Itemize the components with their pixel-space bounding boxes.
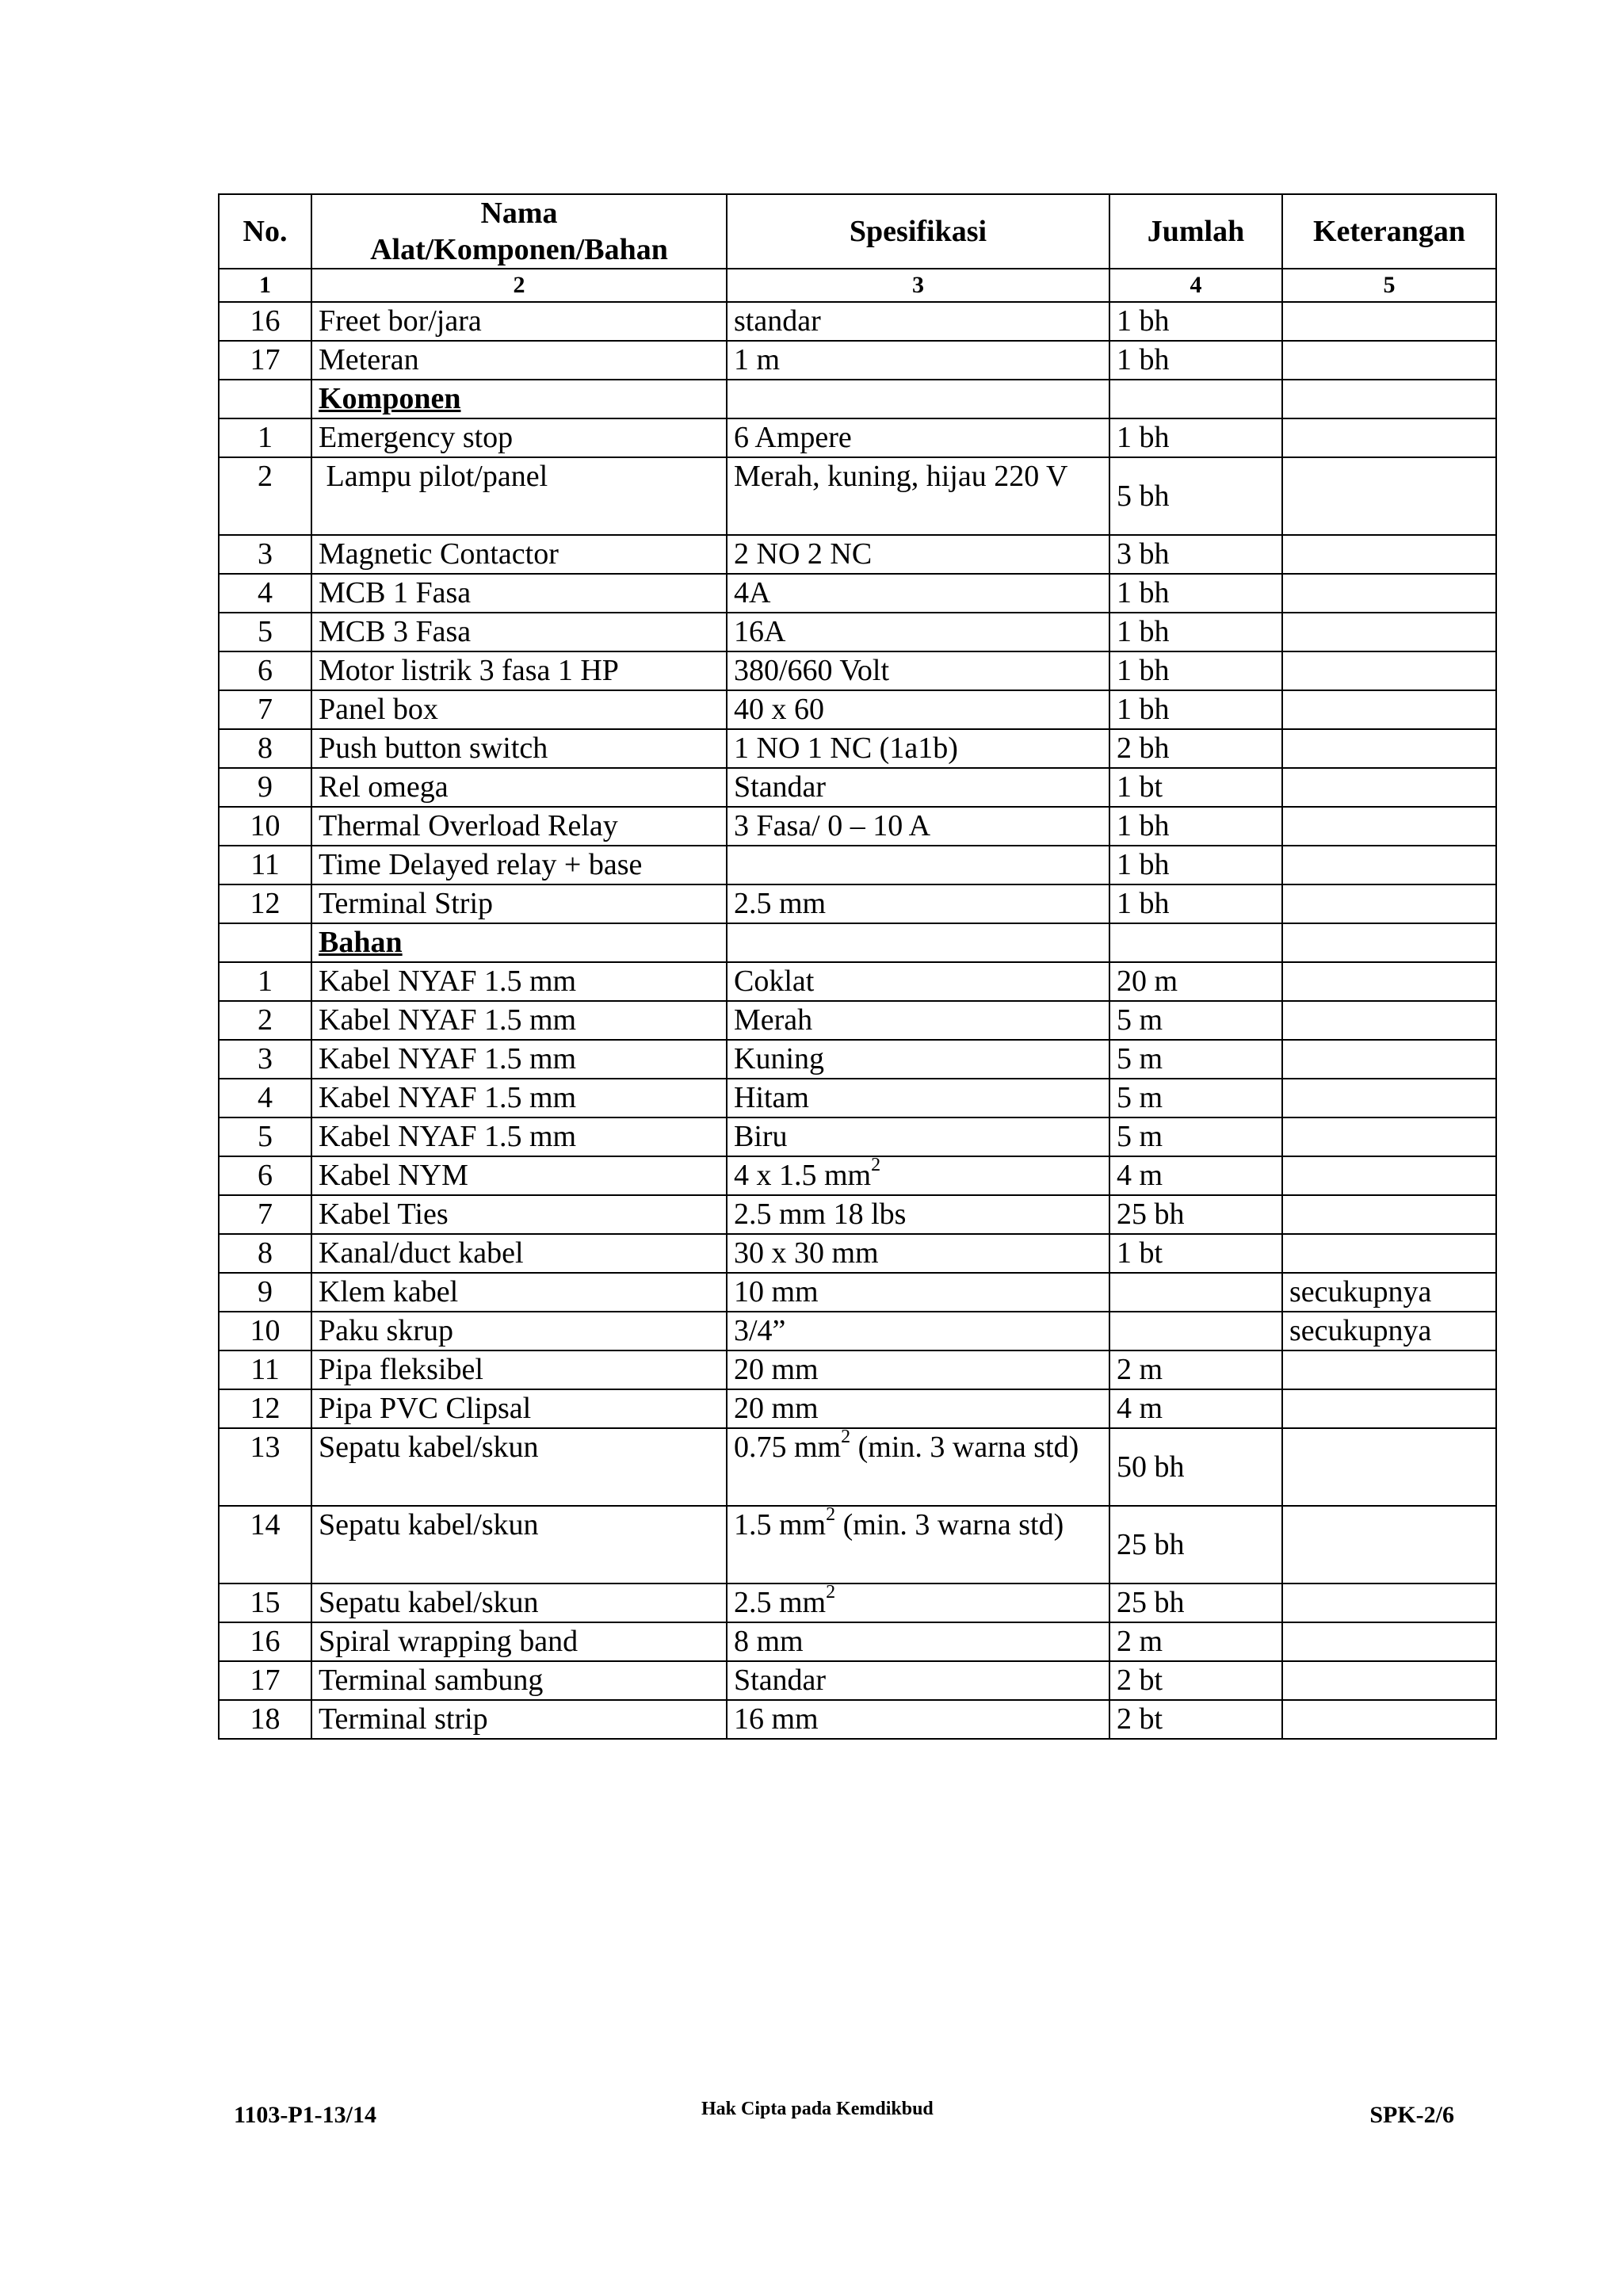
specification bbox=[727, 1661, 1109, 1700]
remarks bbox=[1282, 1661, 1496, 1700]
remarks bbox=[1282, 1350, 1496, 1389]
item-name: Freet bor/jara bbox=[311, 302, 727, 341]
specification-text: standar bbox=[734, 304, 821, 338]
specification bbox=[727, 962, 1109, 1001]
row-number: 8 bbox=[219, 1234, 311, 1273]
specification bbox=[727, 1117, 1109, 1156]
section-row bbox=[219, 380, 1496, 418]
item-name: Thermal Overload Relay bbox=[311, 807, 727, 846]
table-row bbox=[219, 1312, 1496, 1350]
item-name: MCB 3 Fasa bbox=[311, 613, 727, 651]
specification-text: 3/4” bbox=[734, 1314, 786, 1347]
table-row bbox=[219, 1389, 1496, 1428]
empty-cell bbox=[1282, 923, 1496, 962]
specification bbox=[727, 1389, 1109, 1428]
column-number: 2 bbox=[311, 269, 727, 302]
item-name: Sepatu kabel/skun bbox=[311, 1506, 727, 1584]
section-row bbox=[219, 923, 1496, 962]
row-number: 18 bbox=[219, 1700, 311, 1739]
table-row bbox=[219, 1428, 1496, 1506]
remarks bbox=[1282, 1584, 1496, 1622]
header-nama bbox=[311, 194, 727, 269]
table-row bbox=[219, 1273, 1496, 1312]
specification-note: (min. 3 warna std) bbox=[835, 1508, 1064, 1541]
row-number: 17 bbox=[219, 1661, 311, 1700]
row-number: 1 bbox=[219, 962, 311, 1001]
specification-text: Standar bbox=[734, 770, 827, 804]
specification-text: 6 Ampere bbox=[734, 421, 852, 454]
specification-text: 40 x 60 bbox=[734, 693, 824, 726]
specification bbox=[727, 1506, 1109, 1584]
document-code: 1103-P1-13/14 bbox=[234, 2102, 376, 2128]
quantity: 1 bh bbox=[1109, 302, 1282, 341]
specification bbox=[727, 651, 1109, 690]
quantity: 5 bh bbox=[1109, 457, 1282, 535]
remarks: secukupnya bbox=[1282, 1273, 1496, 1312]
quantity: 2 bt bbox=[1109, 1700, 1282, 1739]
table-row bbox=[219, 1234, 1496, 1273]
specification bbox=[727, 1584, 1109, 1622]
specification bbox=[727, 1700, 1109, 1739]
row-number: 15 bbox=[219, 1584, 311, 1622]
page-footer bbox=[234, 2099, 1454, 2138]
remarks bbox=[1282, 1001, 1496, 1040]
column-number: 3 bbox=[727, 269, 1109, 302]
copyright-notice: Hak Cipta pada Kemdikbud bbox=[701, 2099, 934, 2119]
empty-cell bbox=[219, 380, 311, 418]
specification-text: 16A bbox=[734, 615, 786, 648]
specification bbox=[727, 1001, 1109, 1040]
quantity bbox=[1109, 1312, 1282, 1350]
row-number: 8 bbox=[219, 729, 311, 768]
specification-text: Hitam bbox=[734, 1081, 809, 1114]
row-number: 10 bbox=[219, 1312, 311, 1350]
row-number: 12 bbox=[219, 1389, 311, 1428]
remarks bbox=[1282, 768, 1496, 807]
item-name: Klem kabel bbox=[311, 1273, 727, 1312]
specification bbox=[727, 768, 1109, 807]
row-number: 2 bbox=[219, 457, 311, 535]
remarks: secukupnya bbox=[1282, 1312, 1496, 1350]
remarks bbox=[1282, 1156, 1496, 1195]
specification-text: 3 Fasa/ 0 – 10 A bbox=[734, 809, 931, 842]
row-number: 10 bbox=[219, 807, 311, 846]
remarks bbox=[1282, 1700, 1496, 1739]
quantity: 25 bh bbox=[1109, 1506, 1282, 1584]
specification-text: 8 mm bbox=[734, 1625, 804, 1658]
remarks bbox=[1282, 418, 1496, 457]
remarks bbox=[1282, 535, 1496, 574]
item-name: Kabel NYM bbox=[311, 1156, 727, 1195]
specification bbox=[727, 302, 1109, 341]
specification-text: 1.5 mm bbox=[734, 1508, 827, 1541]
specification-text: Merah bbox=[734, 1003, 813, 1037]
remarks bbox=[1282, 302, 1496, 341]
empty-cell bbox=[1282, 380, 1496, 418]
unit-exponent: 2 bbox=[841, 1428, 851, 1448]
remarks bbox=[1282, 1195, 1496, 1234]
item-name: Sepatu kabel/skun bbox=[311, 1584, 727, 1622]
section-title-cell bbox=[311, 923, 727, 962]
specification bbox=[727, 884, 1109, 923]
remarks bbox=[1282, 884, 1496, 923]
table-row bbox=[219, 884, 1496, 923]
table-row bbox=[219, 1661, 1496, 1700]
section-title-cell bbox=[311, 380, 727, 418]
unit-exponent: 2 bbox=[826, 1506, 836, 1526]
item-name: Time Delayed relay + base bbox=[311, 846, 727, 884]
table-row bbox=[219, 302, 1496, 341]
row-number: 16 bbox=[219, 1622, 311, 1661]
specification bbox=[727, 1622, 1109, 1661]
remarks bbox=[1282, 1079, 1496, 1117]
quantity: 2 m bbox=[1109, 1350, 1282, 1389]
remarks bbox=[1282, 651, 1496, 690]
specification bbox=[727, 1040, 1109, 1079]
item-name: Terminal sambung bbox=[311, 1661, 727, 1700]
table-row bbox=[219, 535, 1496, 574]
header-nama-line2: Alat/Komponen/Bahan bbox=[370, 233, 668, 266]
table-header-row bbox=[219, 194, 1496, 269]
table-row bbox=[219, 1584, 1496, 1622]
row-number: 7 bbox=[219, 1195, 311, 1234]
row-number: 17 bbox=[219, 341, 311, 380]
remarks bbox=[1282, 457, 1496, 535]
row-number: 11 bbox=[219, 846, 311, 884]
table-row bbox=[219, 1700, 1496, 1739]
quantity: 20 m bbox=[1109, 962, 1282, 1001]
quantity: 25 bh bbox=[1109, 1584, 1282, 1622]
header-spesifikasi: Spesifikasi bbox=[727, 194, 1109, 269]
equipment-table bbox=[218, 193, 1497, 1740]
quantity: 1 bh bbox=[1109, 341, 1282, 380]
specification bbox=[727, 690, 1109, 729]
row-number: 7 bbox=[219, 690, 311, 729]
unit-exponent: 2 bbox=[871, 1156, 881, 1176]
quantity: 1 bh bbox=[1109, 418, 1282, 457]
remarks bbox=[1282, 1389, 1496, 1428]
row-number: 2 bbox=[219, 1001, 311, 1040]
item-name: Kabel Ties bbox=[311, 1195, 727, 1234]
column-number: 5 bbox=[1282, 269, 1496, 302]
row-number: 6 bbox=[219, 651, 311, 690]
remarks bbox=[1282, 690, 1496, 729]
quantity: 25 bh bbox=[1109, 1195, 1282, 1234]
table-row bbox=[219, 1506, 1496, 1584]
item-name: Terminal Strip bbox=[311, 884, 727, 923]
item-name: MCB 1 Fasa bbox=[311, 574, 727, 613]
item-name: Kabel NYAF 1.5 mm bbox=[311, 1079, 727, 1117]
specification-text: 380/660 Volt bbox=[734, 654, 890, 687]
specification bbox=[727, 341, 1109, 380]
item-name: Paku skrup bbox=[311, 1312, 727, 1350]
item-name: Sepatu kabel/skun bbox=[311, 1428, 727, 1506]
item-name: Pipa PVC Clipsal bbox=[311, 1389, 727, 1428]
row-number: 1 bbox=[219, 418, 311, 457]
table-row bbox=[219, 807, 1496, 846]
specification-text: 2 NO 2 NC bbox=[734, 537, 873, 571]
specification bbox=[727, 574, 1109, 613]
remarks bbox=[1282, 962, 1496, 1001]
table-row bbox=[219, 457, 1496, 535]
quantity: 1 bt bbox=[1109, 1234, 1282, 1273]
quantity: 2 bt bbox=[1109, 1661, 1282, 1700]
specification bbox=[727, 1234, 1109, 1273]
table-row bbox=[219, 1195, 1496, 1234]
quantity: 1 bh bbox=[1109, 846, 1282, 884]
remarks bbox=[1282, 1117, 1496, 1156]
table-row bbox=[219, 574, 1496, 613]
table-row bbox=[219, 1079, 1496, 1117]
row-number: 13 bbox=[219, 1428, 311, 1506]
table-row bbox=[219, 768, 1496, 807]
specification bbox=[727, 1312, 1109, 1350]
quantity: 5 m bbox=[1109, 1117, 1282, 1156]
header-jumlah: Jumlah bbox=[1109, 194, 1282, 269]
section-title: Bahan bbox=[319, 926, 403, 959]
quantity: 5 m bbox=[1109, 1079, 1282, 1117]
quantity: 1 bh bbox=[1109, 807, 1282, 846]
item-name: Emergency stop bbox=[311, 418, 727, 457]
row-number: 5 bbox=[219, 1117, 311, 1156]
empty-cell bbox=[727, 923, 1109, 962]
remarks bbox=[1282, 1040, 1496, 1079]
quantity: 4 m bbox=[1109, 1389, 1282, 1428]
specification bbox=[727, 1350, 1109, 1389]
empty-cell bbox=[1109, 923, 1282, 962]
item-name: Kabel NYAF 1.5 mm bbox=[311, 962, 727, 1001]
empty-cell bbox=[1109, 380, 1282, 418]
table-row bbox=[219, 1350, 1496, 1389]
specification-text: Merah, kuning, hijau 220 V bbox=[734, 460, 1068, 493]
remarks bbox=[1282, 1506, 1496, 1584]
specification-text: 10 mm bbox=[734, 1275, 819, 1308]
row-number: 11 bbox=[219, 1350, 311, 1389]
specification-text: 30 x 30 mm bbox=[734, 1236, 879, 1270]
row-number: 4 bbox=[219, 574, 311, 613]
remarks bbox=[1282, 1234, 1496, 1273]
item-name: Push button switch bbox=[311, 729, 727, 768]
table-row bbox=[219, 846, 1496, 884]
remarks bbox=[1282, 341, 1496, 380]
specification-text: Biru bbox=[734, 1120, 788, 1153]
quantity: 2 m bbox=[1109, 1622, 1282, 1661]
remarks bbox=[1282, 729, 1496, 768]
quantity: 1 bh bbox=[1109, 613, 1282, 651]
quantity: 1 bh bbox=[1109, 651, 1282, 690]
remarks bbox=[1282, 574, 1496, 613]
item-name: Kanal/duct kabel bbox=[311, 1234, 727, 1273]
remarks bbox=[1282, 846, 1496, 884]
column-number: 1 bbox=[219, 269, 311, 302]
row-number: 16 bbox=[219, 302, 311, 341]
item-name: Kabel NYAF 1.5 mm bbox=[311, 1001, 727, 1040]
specification-text: Standar bbox=[734, 1664, 827, 1697]
specification-text: Kuning bbox=[734, 1042, 824, 1075]
item-name: Magnetic Contactor bbox=[311, 535, 727, 574]
row-number: 12 bbox=[219, 884, 311, 923]
specification bbox=[727, 1079, 1109, 1117]
column-number-row bbox=[219, 269, 1496, 302]
item-name: Spiral wrapping band bbox=[311, 1622, 727, 1661]
specification bbox=[727, 535, 1109, 574]
table-row bbox=[219, 1001, 1496, 1040]
row-number: 9 bbox=[219, 1273, 311, 1312]
specification-text: 1 NO 1 NC (1a1b) bbox=[734, 732, 958, 765]
quantity: 4 m bbox=[1109, 1156, 1282, 1195]
empty-cell bbox=[727, 380, 1109, 418]
row-number: 6 bbox=[219, 1156, 311, 1195]
header-no: No. bbox=[219, 194, 311, 269]
specification-text: Coklat bbox=[734, 965, 815, 998]
table-row bbox=[219, 962, 1496, 1001]
row-number: 14 bbox=[219, 1506, 311, 1584]
quantity: 5 m bbox=[1109, 1040, 1282, 1079]
table-body bbox=[219, 302, 1496, 1739]
column-number: 4 bbox=[1109, 269, 1282, 302]
row-number: 9 bbox=[219, 768, 311, 807]
table-row bbox=[219, 341, 1496, 380]
specification bbox=[727, 846, 1109, 884]
table-row bbox=[219, 1622, 1496, 1661]
item-name: Panel box bbox=[311, 690, 727, 729]
specification-text: 16 mm bbox=[734, 1702, 819, 1736]
remarks bbox=[1282, 613, 1496, 651]
unit-exponent: 2 bbox=[826, 1584, 836, 1603]
specification bbox=[727, 1156, 1109, 1195]
item-name: Motor listrik 3 fasa 1 HP bbox=[311, 651, 727, 690]
specification-text: 2.5 mm 18 lbs bbox=[734, 1198, 907, 1231]
quantity: 1 bh bbox=[1109, 884, 1282, 923]
specification bbox=[727, 1428, 1109, 1506]
specification-text: 0.75 mm bbox=[734, 1431, 842, 1464]
table-row bbox=[219, 651, 1496, 690]
specification bbox=[727, 613, 1109, 651]
specification bbox=[727, 457, 1109, 535]
item-name: Terminal strip bbox=[311, 1700, 727, 1739]
specification bbox=[727, 1273, 1109, 1312]
item-name: Meteran bbox=[311, 341, 727, 380]
quantity bbox=[1109, 1273, 1282, 1312]
table-row bbox=[219, 729, 1496, 768]
item-name: Kabel NYAF 1.5 mm bbox=[311, 1040, 727, 1079]
remarks bbox=[1282, 807, 1496, 846]
quantity: 1 bt bbox=[1109, 768, 1282, 807]
quantity: 1 bh bbox=[1109, 574, 1282, 613]
header-nama-line1: Nama bbox=[480, 197, 558, 230]
page-number: SPK-2/6 bbox=[1369, 2102, 1454, 2128]
table-row bbox=[219, 418, 1496, 457]
specification bbox=[727, 807, 1109, 846]
quantity: 5 m bbox=[1109, 1001, 1282, 1040]
quantity: 3 bh bbox=[1109, 535, 1282, 574]
specification-text: 20 mm bbox=[734, 1392, 819, 1425]
specification bbox=[727, 1195, 1109, 1234]
item-name: Lampu pilot/panel bbox=[311, 457, 727, 535]
row-number: 3 bbox=[219, 1040, 311, 1079]
specification-text: 2.5 mm bbox=[734, 887, 827, 920]
table-row bbox=[219, 1117, 1496, 1156]
remarks bbox=[1282, 1428, 1496, 1506]
specification-text: 4A bbox=[734, 576, 771, 609]
table-row bbox=[219, 1040, 1496, 1079]
remarks bbox=[1282, 1622, 1496, 1661]
specification-note: (min. 3 warna std) bbox=[850, 1431, 1079, 1464]
specification bbox=[727, 418, 1109, 457]
item-name: Pipa fleksibel bbox=[311, 1350, 727, 1389]
table-row bbox=[219, 1156, 1496, 1195]
specification bbox=[727, 729, 1109, 768]
table-row bbox=[219, 613, 1496, 651]
item-name: Rel omega bbox=[311, 768, 727, 807]
specification-text: 2.5 mm bbox=[734, 1586, 827, 1619]
specification-text: 20 mm bbox=[734, 1353, 819, 1386]
row-number: 5 bbox=[219, 613, 311, 651]
quantity: 2 bh bbox=[1109, 729, 1282, 768]
specification-text: 4 x 1.5 mm bbox=[734, 1159, 872, 1192]
item-name: Kabel NYAF 1.5 mm bbox=[311, 1117, 727, 1156]
specification-text: 1 m bbox=[734, 343, 781, 376]
section-title: Komponen bbox=[319, 382, 461, 415]
empty-cell bbox=[219, 923, 311, 962]
quantity: 50 bh bbox=[1109, 1428, 1282, 1506]
row-number: 3 bbox=[219, 535, 311, 574]
table-row bbox=[219, 690, 1496, 729]
quantity: 1 bh bbox=[1109, 690, 1282, 729]
row-number: 4 bbox=[219, 1079, 311, 1117]
header-keterangan: Keterangan bbox=[1282, 194, 1496, 269]
